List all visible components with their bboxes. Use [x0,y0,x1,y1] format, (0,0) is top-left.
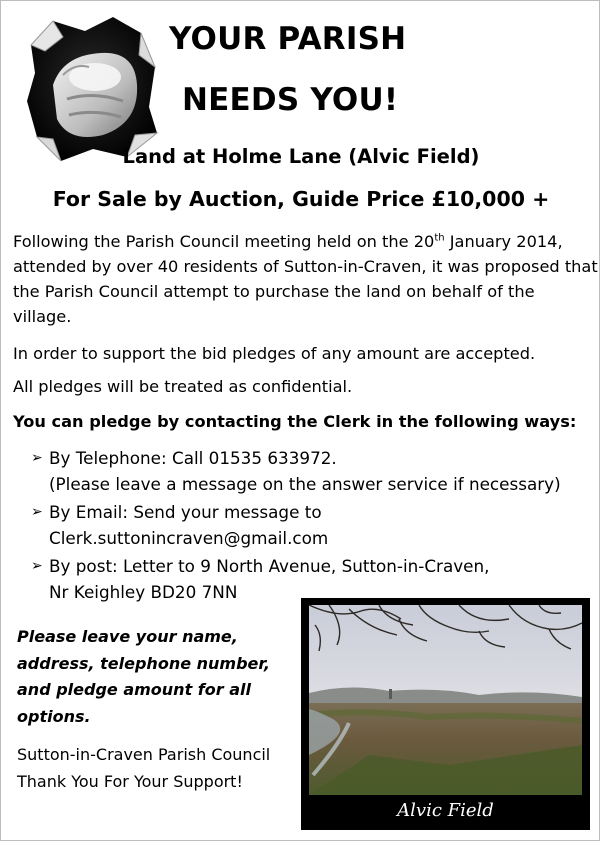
arrow-bullet-icon: ➢ [31,558,43,574]
arrow-bullet-icon: ➢ [31,504,43,520]
pledge-methods-list [31,445,597,607]
confidential-paragraph: All pledges will be treated as confidential. [13,377,353,396]
method-line: By post: Letter to 9 North Avenue, Sutton-in-Craven, [49,556,490,576]
land-title: Land at Holme Lane (Alvic Field) [122,145,480,168]
intro-text-end: January 2014, attended by over 40 residents of Sutton-in-Craven, it was proposed that the Parish Council attempt to purchase the land on behalf of the village. [13,232,598,326]
instructions-note: Please leave your name, address, telephone number, and pledge amount for all options. [17,627,270,726]
support-paragraph: In order to support the bid pledges of any amount are accepted. [13,344,536,363]
arrow-bullet-icon: ➢ [31,450,43,466]
pledge-method-telephone [31,445,597,497]
sale-title: For Sale by Auction, Guide Price £10,000 + [52,187,550,211]
method-line: By Telephone: Call 01535 633972. [49,448,337,468]
thank-you-note: Sutton-in-Craven Parish Council Thank You For Your Support! [17,745,271,791]
pointing-finger-icon [23,15,161,163]
pledge-method-email [31,499,597,551]
headline-line-1: YOUR PARISH [169,21,407,57]
method-line: (Please leave a message on the answer service if necessary) [49,474,561,494]
photo-caption: Alvic Field [397,800,494,821]
intro-text-start: Following the Parish Council meeting held on the 20 [13,232,435,251]
method-line: By Email: Send your message to [49,502,322,522]
ordinal-suffix: th [434,232,445,244]
headline-line-2: NEEDS YOU! [182,82,399,118]
intro-paragraph [13,229,598,329]
pledge-heading: You can pledge by contacting the Clerk in the following ways: [13,412,577,431]
field-landscape-image [309,605,582,795]
field-photo [301,598,590,830]
method-line: Nr Keighley BD20 7NN [49,582,238,602]
email-address[interactable]: Clerk.suttonincraven@gmail.com [49,528,329,548]
